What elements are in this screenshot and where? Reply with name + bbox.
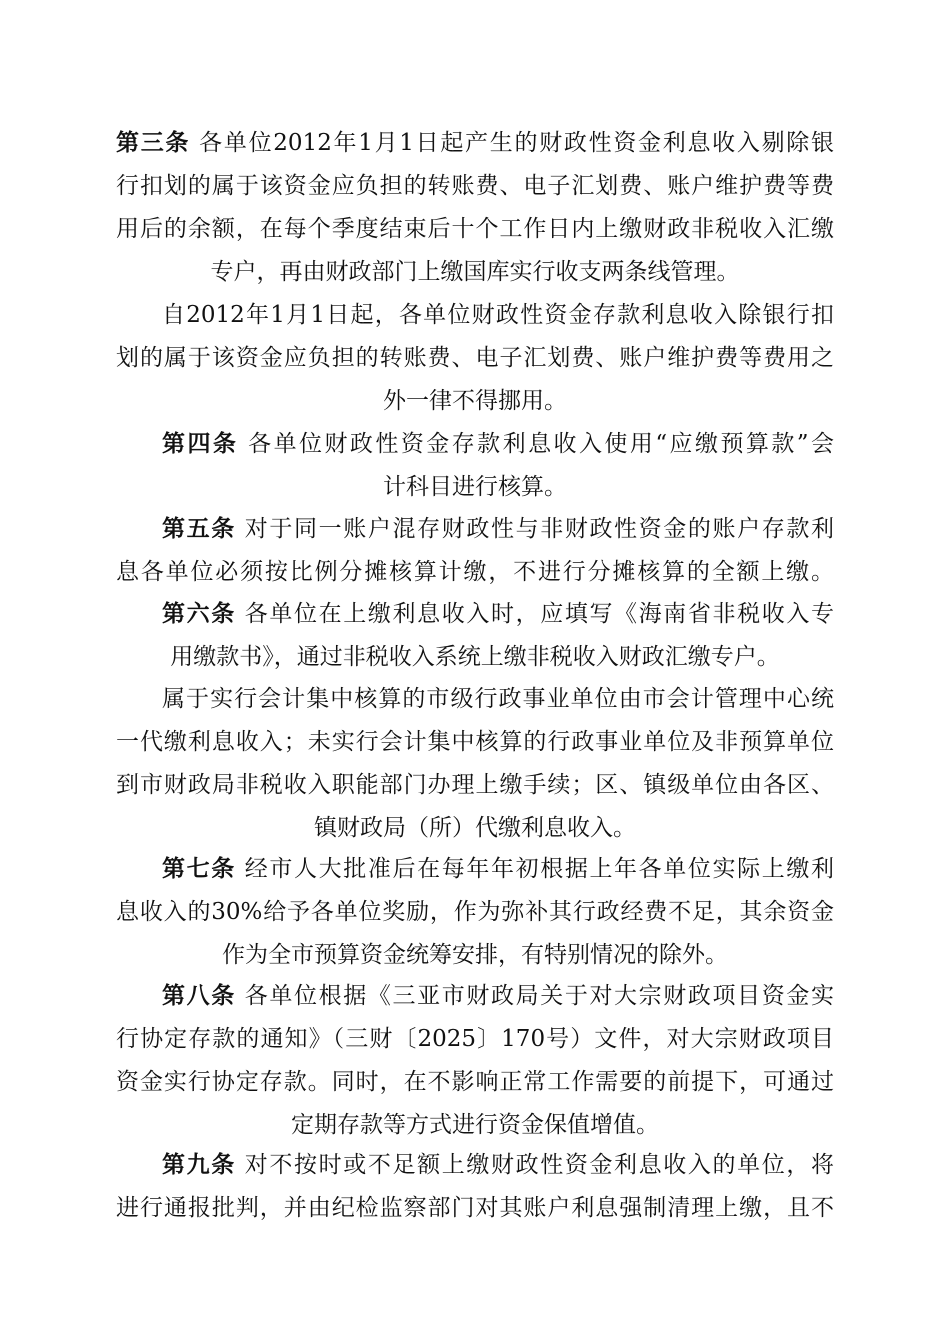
paragraph-line: 专户，再由财政部门上缴国库实行收支两条线管理。 [210,259,740,285]
paragraph-line: 息各单位必须按比例分摊核算计缴，不进行分摊核算的全额上缴。 [116,559,834,585]
paragraph-payment-agency [116,678,834,850]
paragraph-line: 第八条 各单位根据《三亚市财政局关于对大宗财政项目资金实 [162,983,834,1009]
paragraph-line: 第五条 对于同一账户混存财政性与非财政性资金的账户存款利 [162,516,834,542]
paragraph-line: 用后的余额，在每个季度结束后十个工作日内上缴财政非税收入汇缴 [116,216,834,242]
paragraph-line: 自2012年1月1日起，各单位财政性资金存款利息收入除银行扣 [162,302,834,328]
article-3 [116,122,834,294]
paragraph-line: 第七条 经市人大批准后在每年年初根据上年各单位实际上缴利 [162,856,834,882]
paragraph-line: 镇财政局（所）代缴利息收入。 [314,815,636,841]
paragraph-line: 第九条 对不按时或不足额上缴财政性资金利息收入的单位，将 [162,1152,834,1178]
article-label: 第四条 [162,431,239,457]
paragraph-line: 一代缴利息收入；未实行会计集中核算的行政事业单位及非预算单位 [116,729,834,755]
paragraph-line: 用缴款书》，通过非税收入系统上缴非税收入财政汇缴专户。 [170,644,780,670]
paragraph-line: 第三条 各单位2012年1月1日起产生的财政性资金利息收入剔除银 [116,130,834,156]
paragraph-line: 计科目进行核算。 [383,474,567,500]
article-label: 第五条 [162,516,236,542]
paragraph-line: 外一律不得挪用。 [383,388,567,414]
article-4 [116,423,834,509]
article-7 [116,848,834,977]
article-label: 第六条 [162,601,236,627]
paragraph-line: 第六条 各单位在上缴利息收入时，应填写《海南省非税收入专 [162,601,834,627]
paragraph-line: 进行通报批判，并由纪检监察部门对其账户利息强制清理上缴，且不 [116,1195,834,1221]
paragraph-line: 定期存款等方式进行资金保值增值。 [291,1112,659,1138]
article-label: 第九条 [162,1152,236,1178]
article-6 [116,593,834,679]
paragraph-line: 第四条 各单位财政性资金存款利息收入使用“应缴预算款”会 [162,431,834,457]
article-5 [116,508,834,594]
article-label: 第七条 [162,856,236,882]
paragraph-line: 行协定存款的通知》（三财〔2025〕170号）文件，对大宗财政项目 [116,1026,834,1052]
paragraph-line: 作为全市预算资金统筹安排，有特别情况的除外。 [222,942,728,968]
paragraph-line: 划的属于该资金应负担的转账费、电子汇划费、账户维护费等费用之 [116,345,834,371]
article-label: 第八条 [162,983,236,1009]
paragraph-interest-use [116,294,834,423]
paragraph-line: 息收入的30%给予各单位奖励，作为弥补其行政经费不足，其余资金 [116,899,834,925]
article-label: 第三条 [116,130,191,156]
article-9 [116,1144,834,1230]
paragraph-line: 到市财政局非税收入职能部门办理上缴手续；区、镇级单位由各区、 [116,772,834,798]
paragraph-line: 资金实行协定存款。同时，在不影响正常工作需要的前提下，可通过 [116,1069,834,1095]
paragraph-line: 属于实行会计集中核算的市级行政事业单位由市会计管理中心统 [162,686,834,712]
paragraph-line: 行扣划的属于该资金应负担的转账费、电子汇划费、账户维护费等费 [116,173,834,199]
article-8 [116,975,834,1147]
